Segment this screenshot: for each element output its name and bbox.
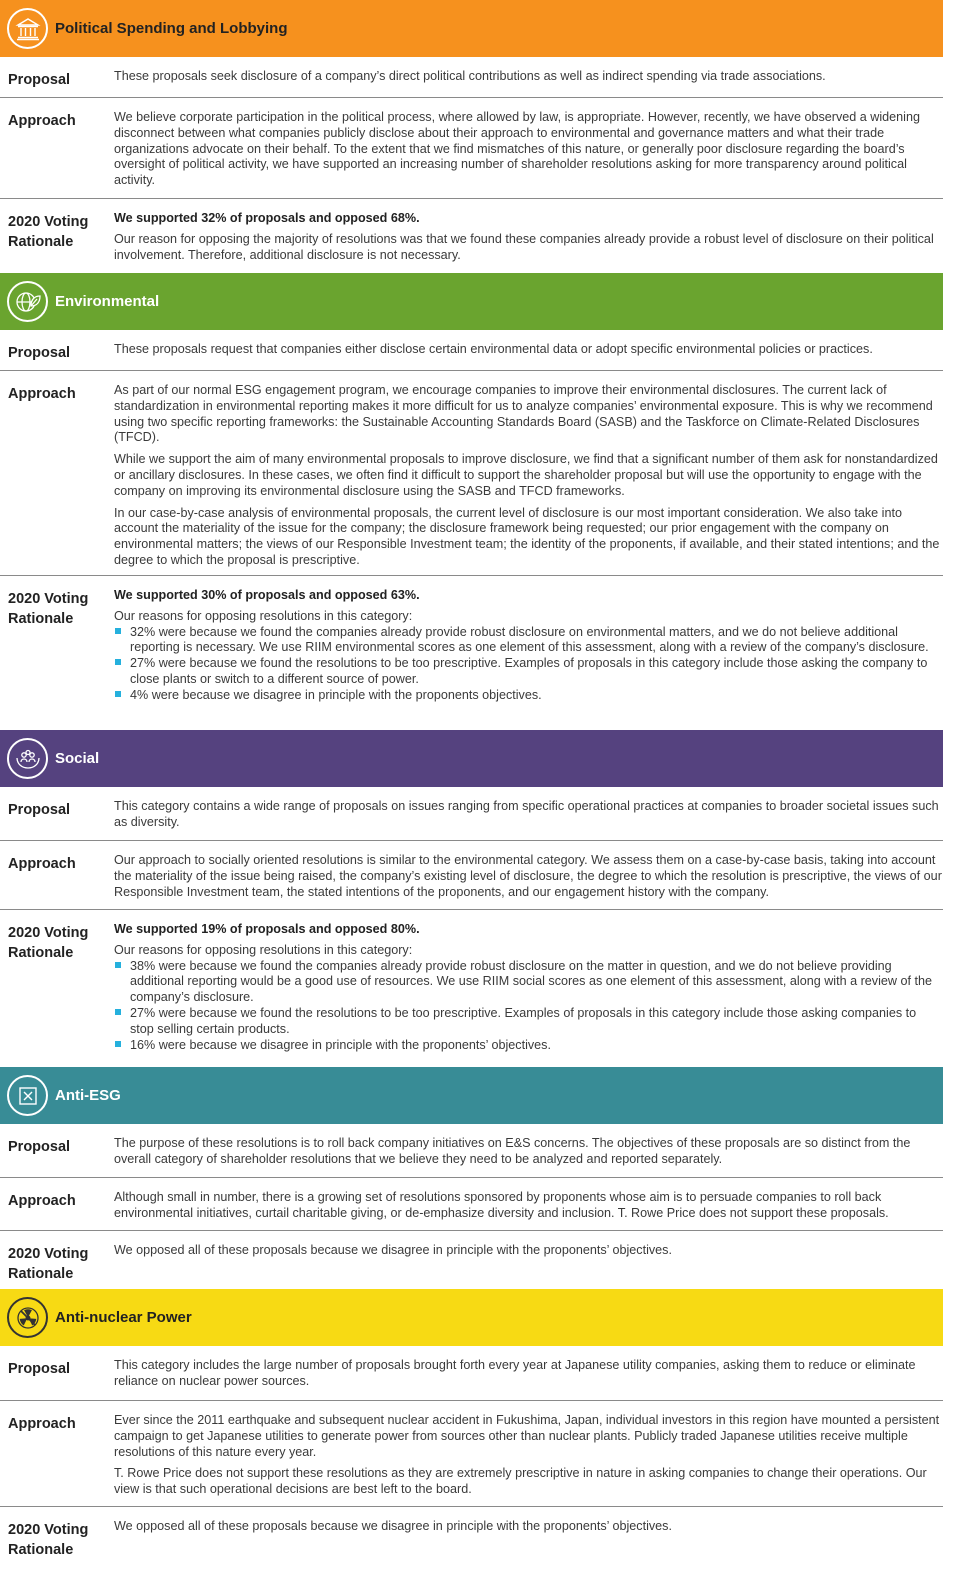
- section-title: Environmental: [55, 293, 160, 310]
- voting-label-line1: 2020 Voting: [8, 214, 89, 230]
- row-label: Proposal: [8, 345, 71, 361]
- row-content: [114, 588, 942, 704]
- approach-paragraph: In our case-by-case analysis of environmental proposals, the current level of disclosure is our most important consideration. We also take into account the materiality of the issue for the company; the disclosure framework being requested; our prior engagement with the company on environmental matters; the views of our Responsible Investment team; the identity of the proponents, if available, and their stated intentions; and the degree to which the proposal is prescriptive.: [114, 505, 940, 567]
- approach-text: Our approach to socially oriented resolutions is similar to the environmental category. We assess them on a case-by-case basis, taking into account the materiality of the issue being raised, the company’s existing level of disclosure, the degree to which the resolution is prescriptive, the views of our Responsible Investment team, the stated intentions of the proponents, and our engagement history with the company.: [114, 853, 942, 899]
- approach-paragraph: While we support the aim of many environmental proposals to improve disclosure, we find that a significant number of them ask for nonstandardized or ancillary disclosures. In these cases, we often find it difficult to support the shareholder proposal but will use the opportunity to engage with the company on improving its environmental disclosure using the SASB and TFCD frameworks.: [114, 452, 938, 498]
- section-header-anti-nuclear: [0, 1289, 943, 1346]
- list-item-text: 32% were because we found the companies already provide robust disclosure on environmental matters, and we do not believe additional reporting is necessary. We use RIIM environmental scores as one element of this assessment, along with a review of the company’s disclosure.: [130, 624, 929, 655]
- people-hands-icon: [7, 738, 48, 779]
- approach-paragraph: Ever since the 2011 earthquake and subsequent nuclear accident in Fukushima, Japan, individual investors in this region have mounted a persistent campaign to get Japanese utilities to generate power from sources other than nuclear plants. Publicly traded Japanese utilities receive multiple resolutions of this nature every year.: [114, 1413, 940, 1459]
- row-label: [8, 1244, 108, 1284]
- row-label: [8, 923, 108, 963]
- row-label: Approach: [8, 113, 76, 129]
- approach-paragraph: T. Rowe Price does not support these resolutions as they are extremely prescriptive in nature in asking companies to change their operations. Our view is that such operational decisions are best left to the board.: [114, 1466, 927, 1497]
- row-label: Proposal: [8, 1361, 71, 1377]
- row-label: [8, 589, 108, 629]
- row-label: Approach: [8, 1416, 76, 1432]
- bullet-square-icon: [115, 1041, 121, 1047]
- row-label: Proposal: [8, 72, 71, 88]
- approach-row: [0, 1178, 943, 1231]
- row-content: [114, 1358, 942, 1390]
- section-header-social: [0, 730, 943, 787]
- voting-label-line1: 2020 Voting: [8, 925, 89, 941]
- row-label: Proposal: [8, 1139, 71, 1155]
- voting-headline: We supported 30% of proposals and opposed 63%.: [114, 588, 420, 602]
- building-columns-icon: [7, 8, 48, 49]
- voting-label-line1: 2020 Voting: [8, 591, 89, 607]
- voting-row: [0, 1231, 943, 1289]
- row-content: [114, 1413, 942, 1498]
- section-header-environmental: [0, 273, 943, 330]
- row-content: [114, 853, 942, 900]
- row-content: [114, 211, 942, 263]
- proposal-row: [0, 57, 943, 98]
- proposal-text: These proposals request that companies either disclose certain environmental data or adopt specific environmental policies or practices.: [114, 342, 873, 356]
- voting-label-line1: 2020 Voting: [8, 1522, 89, 1538]
- list-item-text: 38% were because we found the companies already provide robust disclosure on the matter in question, and we do not believe providing additional reporting would be a good use of resources. We use RIIM social scores as one element of this assessment, along with a review of the company’s disclosure.: [130, 958, 932, 1005]
- voting-row: [0, 199, 943, 273]
- voting-intro: Our reasons for opposing resolutions in this category:: [114, 942, 413, 957]
- voting-text: We opposed all of these proposals because we disagree in principle with the proponents’ objectives.: [114, 1243, 672, 1257]
- row-label: [8, 212, 108, 252]
- proposal-text: These proposals seek disclosure of a company’s direct political contributions as well as indirect spending via trade associations.: [114, 69, 826, 83]
- voting-row: [0, 1507, 943, 1596]
- bullet-square-icon: [115, 659, 121, 665]
- approach-text: Although small in number, there is a growing set of resolutions sponsored by proponents whose aim is to persuade companies to roll back environmental initiatives, curtail charitable giving, or de-emphasize diversity and inclusion. T. Rowe Price does not support these proposals.: [114, 1190, 889, 1220]
- list-item-text: 4% were because we disagree in principle with the proponents objectives.: [130, 687, 542, 702]
- approach-paragraph: As part of our normal ESG engagement program, we encourage companies to improve their environmental disclosures. The current lack of standardization in environmental reporting makes it more difficult for us to analyze companies’ environmental exposure. This is why we recommend using two specific reporting frameworks: the Sustainable Accounting Standards Board (SASB) and the Taskforce on Climate-Related Disclosures (TFCD).: [114, 383, 933, 445]
- row-label: [8, 1520, 108, 1560]
- voting-headline: We supported 19% of proposals and opposed 80%.: [114, 922, 420, 936]
- row-content: [114, 922, 942, 1053]
- voting-intro: Our reasons for opposing resolutions in this category:: [114, 608, 413, 623]
- section-title: Anti-nuclear Power: [55, 1309, 192, 1326]
- row-content: [114, 1136, 942, 1168]
- proposal-row: [0, 787, 943, 841]
- bullet-square-icon: [115, 628, 121, 634]
- no-nuclear-icon: [7, 1297, 48, 1338]
- list-item-text: 16% were because we disagree in principle with the proponents’ objectives.: [130, 1037, 551, 1052]
- approach-text: We believe corporate participation in the political process, where allowed by law, is appropriate. However, recently, we have observed a widening disconnect between what companies publicly disclose about their approach to environmental and governance matters and what their trade organizations advocate on their behalf. To the extent that we find mismatches of this nature, or generally poor disclosure regarding the board’s oversight of political activity, we have supported an increasing number of shareholder resolutions asking for more transparency around political activity.: [114, 110, 920, 188]
- voting-text: We opposed all of these proposals because we disagree in principle with the proponents’ objectives.: [114, 1519, 672, 1533]
- row-label: Approach: [8, 856, 76, 872]
- proposal-row: [0, 1346, 943, 1401]
- bullet-square-icon: [115, 691, 121, 697]
- voting-row: [0, 910, 943, 1067]
- row-content: [114, 1243, 942, 1259]
- section-header-anti-esg: [0, 1067, 943, 1124]
- row-label: Proposal: [8, 802, 71, 818]
- list-item: [114, 959, 942, 1006]
- list-item: [114, 656, 942, 688]
- voting-bullet-list: [114, 959, 942, 1054]
- section-title: Anti-ESG: [55, 1087, 121, 1104]
- proposal-text: The purpose of these resolutions is to roll back company initiatives on E&S concerns. The objectives of these proposals are so distinct from the overall category of shareholder resolutions that we believe they need to be analyzed and reported separately.: [114, 1136, 911, 1166]
- list-item: [114, 1038, 942, 1054]
- list-item: [114, 688, 942, 704]
- section-title: Social: [55, 750, 100, 767]
- voting-label-line2: Rationale: [8, 945, 74, 961]
- row-content: [114, 1190, 942, 1222]
- approach-row: [0, 841, 943, 910]
- approach-row: [0, 98, 943, 199]
- row-content: [114, 799, 942, 831]
- proposal-text: This category contains a wide range of proposals on issues ranging from specific operational practices at companies to broader societal issues such as diversity.: [114, 799, 939, 829]
- list-item-text: 27% were because we found the resolutions to be too prescriptive. Examples of proposals in this category include those asking companies to stop selling certain products.: [130, 1005, 917, 1036]
- row-content: [114, 1519, 942, 1535]
- voting-label-line2: Rationale: [8, 234, 74, 250]
- row-content: [114, 342, 942, 358]
- x-box-icon: [7, 1075, 48, 1116]
- voting-bullet-list: [114, 625, 942, 704]
- voting-headline: We supported 32% of proposals and opposed 68%.: [114, 211, 420, 225]
- approach-row: [0, 1401, 943, 1507]
- voting-label-line2: Rationale: [8, 1542, 74, 1558]
- bullet-square-icon: [115, 962, 121, 968]
- voting-label-line2: Rationale: [8, 1266, 74, 1282]
- globe-leaf-icon: [7, 281, 48, 322]
- proposal-text: This category includes the large number of proposals brought forth every year at Japanese utility companies, asking them to reduce or eliminate reliance on nuclear power sources.: [114, 1358, 916, 1388]
- row-label: Approach: [8, 386, 76, 402]
- voting-text: Our reason for opposing the majority of resolutions was that we found these companies already provide a robust level of disclosure on their political involvement. Therefore, additional disclosure is not necessary.: [114, 231, 934, 262]
- row-content: [114, 69, 942, 85]
- list-item: [114, 625, 942, 657]
- row-content: [114, 383, 942, 569]
- section-title: Political Spending and Lobbying: [55, 20, 288, 37]
- voting-label-line2: Rationale: [8, 611, 74, 627]
- proposal-row: [0, 330, 943, 371]
- row-content: [114, 110, 942, 189]
- list-item: [114, 1006, 942, 1038]
- bullet-square-icon: [115, 1009, 121, 1015]
- section-header-political: [0, 0, 943, 57]
- row-label: Approach: [8, 1193, 76, 1209]
- proposal-row: [0, 1124, 943, 1178]
- voting-label-line1: 2020 Voting: [8, 1246, 89, 1262]
- list-item-text: 27% were because we found the resolutions to be too prescriptive. Examples of proposals in this category include those asking the company to close plants or switch to a different source of power.: [130, 656, 928, 686]
- voting-row: [0, 576, 943, 730]
- approach-row: [0, 371, 943, 576]
